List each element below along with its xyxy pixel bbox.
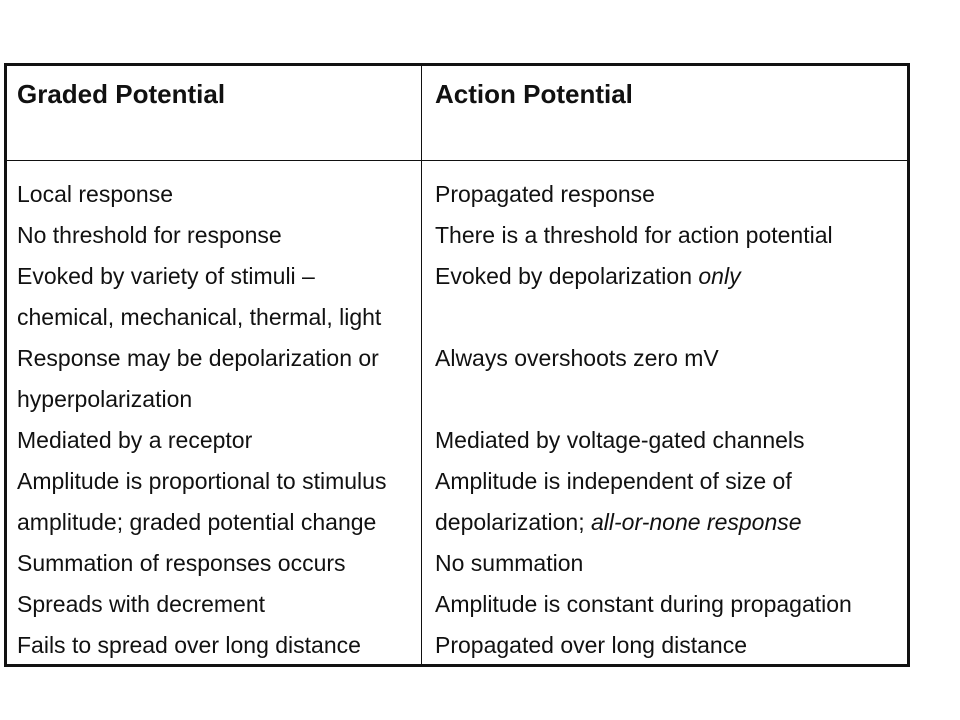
action-potential-column [435,174,852,666]
graded-line: Spreads with decrement [17,591,266,617]
graded-line: Mediated by a receptor [17,427,253,453]
header-divider [7,160,907,161]
action-line: There is a threshold for action potential [435,222,833,248]
graded-line: Amplitude is proportional to stimulus [17,468,387,494]
action-line-emphasis: all-or-none response [591,509,802,535]
graded-line: Response may be depolarization or [17,345,379,371]
action-line: Propagated response [435,181,655,207]
action-line-text: depolarization; [435,509,591,535]
action-line-empty [435,297,852,338]
graded-line: No threshold for response [17,222,282,248]
action-line: Amplitude is constant during propagation [435,591,852,617]
action-line: Mediated by voltage-gated channels [435,427,805,453]
graded-line: Local response [17,181,173,207]
action-line: Propagated over long distance [435,632,747,658]
graded-line: hyperpolarization [17,386,193,412]
action-line [435,256,852,297]
header-graded-potential: Graded Potential [17,79,226,109]
action-line: No summation [435,550,584,576]
graded-line: chemical, mechanical, thermal, light [17,304,382,330]
header-action-potential: Action Potential [435,79,633,109]
comparison-table [4,63,910,667]
graded-line: amplitude; graded potential change [17,509,377,535]
action-line-emphasis: only [698,263,741,289]
graded-potential-column [17,174,386,666]
graded-line: Fails to spread over long distance [17,632,361,658]
action-line-empty [435,379,852,420]
action-line: Always overshoots zero mV [435,345,719,371]
graded-line: Summation of responses occurs [17,550,346,576]
action-line: Amplitude is independent of size of [435,468,792,494]
action-line-text: Evoked by depolarization [435,263,699,289]
action-line [435,502,852,543]
column-divider [421,66,422,664]
graded-line: Evoked by variety of stimuli – [17,263,315,289]
